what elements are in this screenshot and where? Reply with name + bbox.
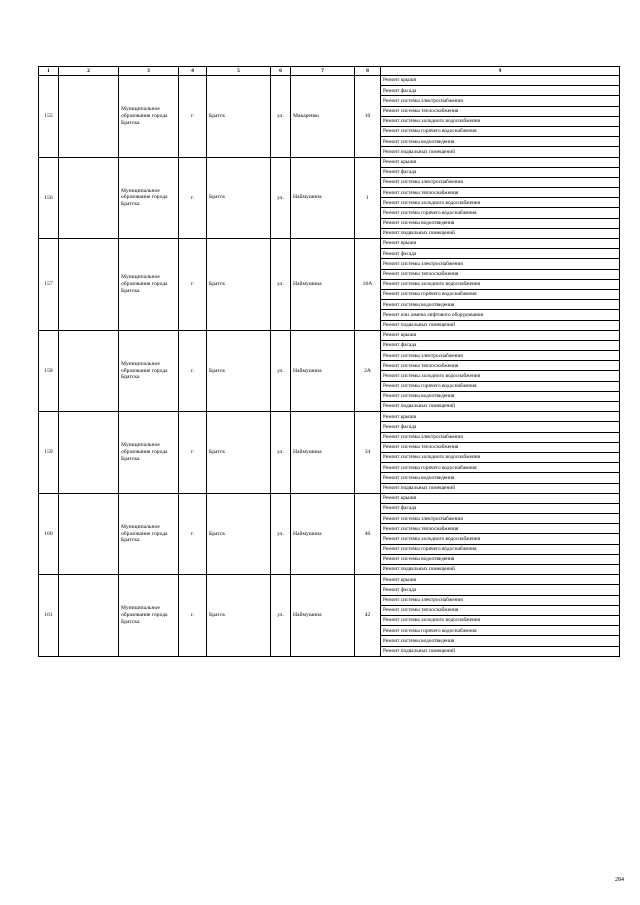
work-item: Ремонт системы водоотведения bbox=[381, 636, 620, 646]
work-item: Ремонт системы водоотведения bbox=[381, 473, 620, 483]
street-type-cell: ул. bbox=[271, 239, 291, 331]
repair-program-table bbox=[38, 66, 620, 657]
work-item: Ремонт крыши bbox=[381, 76, 620, 86]
column-header: 9 bbox=[381, 67, 620, 76]
work-item: Ремонт системы теплоснабжения bbox=[381, 361, 620, 371]
work-item: Ремонт фасада bbox=[381, 503, 620, 513]
street-type-cell: ул. bbox=[271, 157, 291, 239]
row-number: 158 bbox=[39, 330, 59, 412]
work-item: Ремонт системы водоотведения bbox=[381, 300, 620, 310]
locality-type-cell: г. bbox=[179, 493, 207, 575]
street-cell: Наймушина bbox=[291, 239, 355, 331]
work-item: Ремонт системы электроснабжения bbox=[381, 177, 620, 187]
column-header: 7 bbox=[291, 67, 355, 76]
house-number-cell: 1 bbox=[355, 157, 381, 239]
work-item: Ремонт системы холодного водоснабжения bbox=[381, 615, 620, 625]
locality-type-cell: г. bbox=[179, 412, 207, 494]
street-cell: Наймушина bbox=[291, 330, 355, 412]
owner-cell: Муниципальное образование города Братска bbox=[119, 575, 179, 657]
work-item: Ремонт фасада bbox=[381, 585, 620, 595]
blank-cell bbox=[59, 76, 119, 158]
blank-cell bbox=[59, 330, 119, 412]
locality-cell: Братск bbox=[207, 412, 271, 494]
work-item: Ремонт системы холодного водоснабжения bbox=[381, 452, 620, 462]
owner-cell: Муниципальное образование города Братска bbox=[119, 412, 179, 494]
work-item: Ремонт системы холодного водоснабжения bbox=[381, 198, 620, 208]
blank-cell bbox=[59, 493, 119, 575]
work-item: Ремонт подвальных помещений bbox=[381, 228, 620, 238]
work-item: Ремонт крыши bbox=[381, 239, 620, 249]
street-cell: Наймушина bbox=[291, 575, 355, 657]
table-row bbox=[39, 575, 620, 585]
locality-cell: Братск bbox=[207, 239, 271, 331]
work-item: Ремонт системы водоотведения bbox=[381, 218, 620, 228]
work-item: Ремонт системы водоотведения bbox=[381, 554, 620, 564]
table-row bbox=[39, 412, 620, 422]
locality-type-cell: г. bbox=[179, 575, 207, 657]
work-item: Ремонт крыши bbox=[381, 493, 620, 503]
owner-cell: Муниципальное образование города Братска bbox=[119, 239, 179, 331]
street-cell: Макаренко bbox=[291, 76, 355, 158]
house-number-cell: 34 bbox=[355, 412, 381, 494]
street-type-cell: ул. bbox=[271, 493, 291, 575]
column-header: 3 bbox=[119, 67, 179, 76]
work-item: Ремонт системы теплоснабжения bbox=[381, 106, 620, 116]
work-item: Ремонт крыши bbox=[381, 330, 620, 340]
work-item: Ремонт системы холодного водоснабжения bbox=[381, 116, 620, 126]
work-item: Ремонт системы теплоснабжения bbox=[381, 605, 620, 615]
house-number-cell: 40 bbox=[355, 493, 381, 575]
table-row bbox=[39, 239, 620, 249]
locality-type-cell: г. bbox=[179, 239, 207, 331]
locality-type-cell: г. bbox=[179, 157, 207, 239]
street-cell: Наймушина bbox=[291, 493, 355, 575]
work-item: Ремонт системы электроснабжения bbox=[381, 514, 620, 524]
street-type-cell: ул. bbox=[271, 330, 291, 412]
row-number: 160 bbox=[39, 493, 59, 575]
street-cell: Наймушина bbox=[291, 412, 355, 494]
blank-cell bbox=[59, 412, 119, 494]
house-number-cell: 42 bbox=[355, 575, 381, 657]
work-item: Ремонт системы водоотведения bbox=[381, 391, 620, 401]
work-item: Ремонт системы электроснабжения bbox=[381, 595, 620, 605]
work-item: Ремонт системы холодного водоснабжения bbox=[381, 279, 620, 289]
work-item: Ремонт крыши bbox=[381, 157, 620, 167]
work-item: Ремонт системы электроснабжения bbox=[381, 432, 620, 442]
work-item: Ремонт подвальных помещений bbox=[381, 483, 620, 493]
table-row bbox=[39, 157, 620, 167]
work-item: Ремонт подвальных помещений bbox=[381, 565, 620, 575]
work-item: Ремонт системы электроснабжения bbox=[381, 96, 620, 106]
row-number: 156 bbox=[39, 157, 59, 239]
row-number: 157 bbox=[39, 239, 59, 331]
owner-cell: Муниципальное образование города Братска bbox=[119, 330, 179, 412]
work-item: Ремонт системы горячего водоснабжения bbox=[381, 126, 620, 136]
work-item: Ремонт фасада bbox=[381, 86, 620, 96]
row-number: 159 bbox=[39, 412, 59, 494]
blank-cell bbox=[59, 239, 119, 331]
column-header: 8 bbox=[355, 67, 381, 76]
work-item: Ремонт системы горячего водоснабжения bbox=[381, 626, 620, 636]
locality-cell: Братск bbox=[207, 157, 271, 239]
work-item: Ремонт системы холодного водоснабжения bbox=[381, 371, 620, 381]
header-row bbox=[39, 67, 620, 76]
owner-cell: Муниципальное образование города Братска bbox=[119, 493, 179, 575]
column-header: 5 bbox=[207, 67, 271, 76]
work-item: Ремонт системы теплоснабжения bbox=[381, 188, 620, 198]
work-item: Ремонт системы горячего водоснабжения bbox=[381, 381, 620, 391]
work-item: Ремонт системы электроснабжения bbox=[381, 351, 620, 361]
house-number-cell: 10 bbox=[355, 76, 381, 158]
table-row bbox=[39, 330, 620, 340]
blank-cell bbox=[59, 157, 119, 239]
work-item: Ремонт системы теплоснабжения bbox=[381, 269, 620, 279]
work-item: Ремонт системы горячего водоснабжения bbox=[381, 544, 620, 554]
page-number: 284 bbox=[615, 877, 624, 883]
owner-cell: Муниципальное образование города Братска bbox=[119, 157, 179, 239]
work-item: Ремонт системы электроснабжения bbox=[381, 259, 620, 269]
work-item: Ремонт системы горячего водоснабжения bbox=[381, 208, 620, 218]
owner-cell: Муниципальное образование города Братска bbox=[119, 76, 179, 158]
work-item: Ремонт крыши bbox=[381, 412, 620, 422]
column-header: 6 bbox=[271, 67, 291, 76]
locality-cell: Братск bbox=[207, 330, 271, 412]
table-row bbox=[39, 493, 620, 503]
street-cell: Наймушина bbox=[291, 157, 355, 239]
document-page bbox=[38, 66, 620, 657]
work-item: Ремонт системы водоотведения bbox=[381, 137, 620, 147]
blank-cell bbox=[59, 575, 119, 657]
work-item: Ремонт системы теплоснабжения bbox=[381, 442, 620, 452]
street-type-cell: ул. bbox=[271, 76, 291, 158]
work-item: Ремонт фасада bbox=[381, 340, 620, 350]
locality-type-cell: г. bbox=[179, 330, 207, 412]
work-item: Ремонт системы горячего водоснабжения bbox=[381, 289, 620, 299]
table-row bbox=[39, 76, 620, 86]
work-item: Ремонт фасада bbox=[381, 167, 620, 177]
house-number-cell: 2А bbox=[355, 330, 381, 412]
row-number: 161 bbox=[39, 575, 59, 657]
locality-type-cell: г. bbox=[179, 76, 207, 158]
locality-cell: Братск bbox=[207, 575, 271, 657]
work-item: Ремонт фасада bbox=[381, 249, 620, 259]
column-header: 4 bbox=[179, 67, 207, 76]
locality-cell: Братск bbox=[207, 493, 271, 575]
work-item: Ремонт подвальных помещений bbox=[381, 402, 620, 412]
locality-cell: Братск bbox=[207, 76, 271, 158]
house-number-cell: 16А bbox=[355, 239, 381, 331]
work-item: Ремонт подвальных помещений bbox=[381, 320, 620, 330]
column-header: 1 bbox=[39, 67, 59, 76]
work-item: Ремонт или замена лифтового оборудования bbox=[381, 310, 620, 320]
column-header: 2 bbox=[59, 67, 119, 76]
work-item: Ремонт подвальных помещений bbox=[381, 147, 620, 157]
work-item: Ремонт системы холодного водоснабжения bbox=[381, 534, 620, 544]
work-item: Ремонт системы теплоснабжения bbox=[381, 524, 620, 534]
work-item: Ремонт системы горячего водоснабжения bbox=[381, 463, 620, 473]
work-item: Ремонт фасада bbox=[381, 422, 620, 432]
work-item: Ремонт подвальных помещений bbox=[381, 646, 620, 656]
street-type-cell: ул. bbox=[271, 575, 291, 657]
street-type-cell: ул. bbox=[271, 412, 291, 494]
row-number: 155 bbox=[39, 76, 59, 158]
work-item: Ремонт крыши bbox=[381, 575, 620, 585]
